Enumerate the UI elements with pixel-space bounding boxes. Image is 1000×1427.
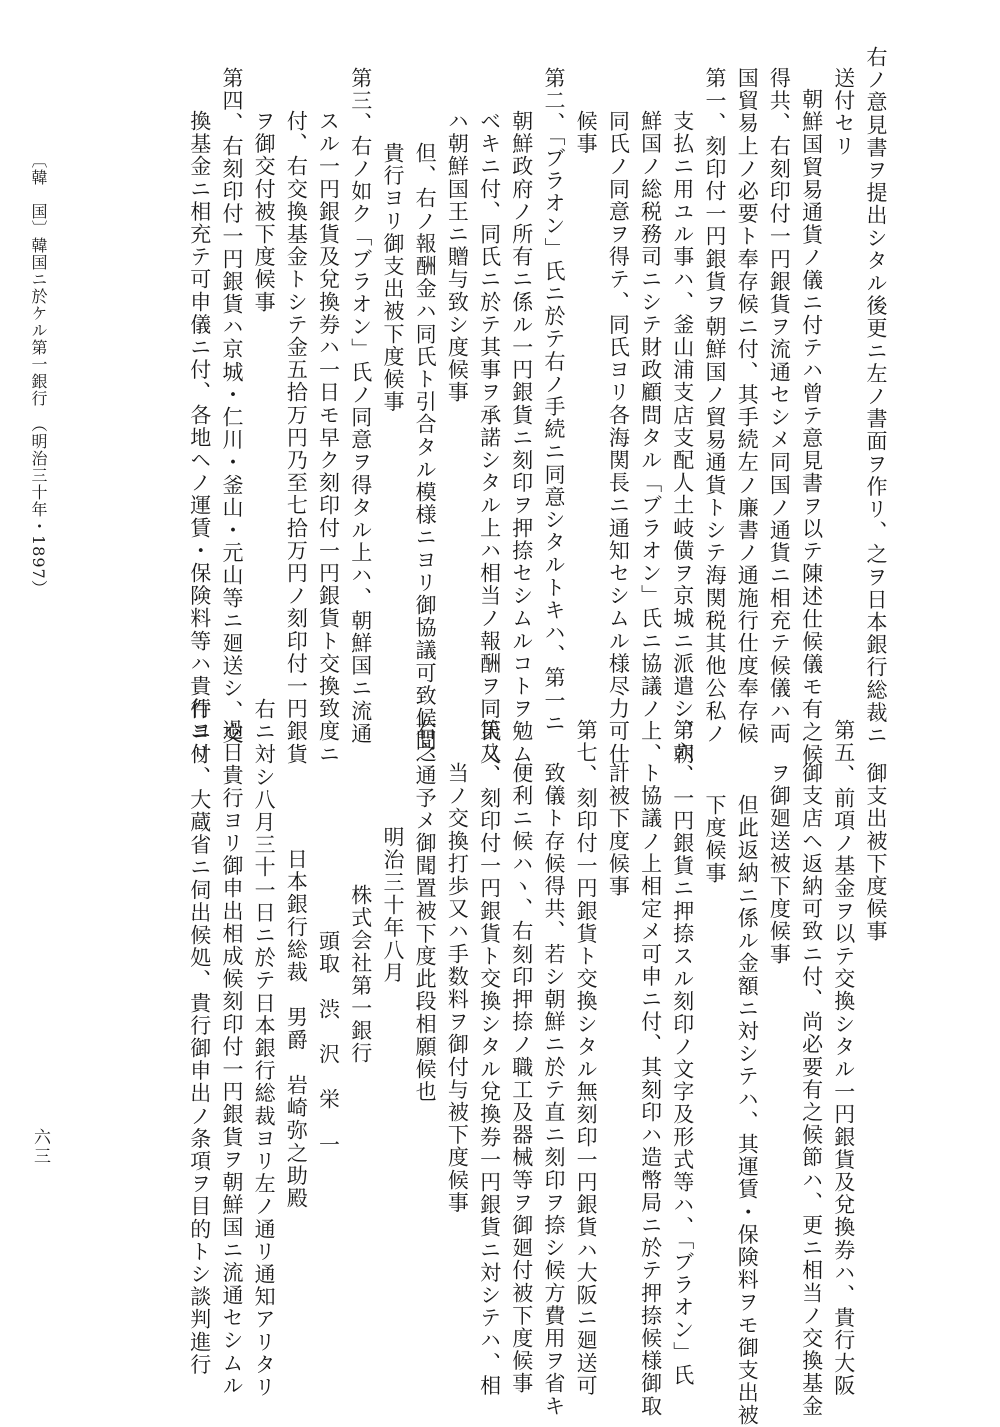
text-line: 第六、一円銀貨ニ押捺スル刻印ノ文字及形式等ハ、「ブラオン」氏 [670, 719, 695, 1387]
page-number: 六三 [30, 1128, 50, 1166]
text-line: 但此返納ニ係ル金額ニ対シテハ、其運賃・保険料ヲモ御支出被 [735, 794, 760, 1427]
text-line: 件ニ付、大蔵省ニ伺出候処、貴行御申出ノ条項ヲ目的トシ談判進行 [187, 698, 212, 1376]
text-line: 但、右ノ報酬金ハ同氏ト引合タル模様ニヨリ御協議可致候間、 [413, 142, 438, 775]
text-line: 換基金ニ相充テ可申儀ニ付、各地ヘノ運賃・保険料等ハ貴行ヨリ [187, 110, 212, 766]
text-line: 右之通予メ御聞置被下度此段相願候也 [413, 719, 438, 1104]
text-line: 下度候事 [702, 794, 727, 885]
text-line: ハ朝鮮国王ニ贈与致シ度候事 [445, 110, 470, 404]
text-line: 送付セリ [831, 67, 856, 158]
text-line: 第三、右ノ如ク「ブラオン」氏ノ同意ヲ得タル上ハ、朝鮮国ニ流通 [348, 67, 373, 745]
date-line: 明治三十年八月 [380, 826, 405, 985]
text-line: 朝鮮政府ノ所有ニ係ル一円銀貨ニ刻印ヲ押捺セシムルコトヲ勉ム [509, 110, 534, 766]
text-line: 右ノ意見書ヲ提出シタル後更ニ左ノ書面ヲ作リ、之ヲ日本銀行総裁ニ [864, 46, 888, 747]
running-head-tag: 〔韓 国〕 [29, 152, 48, 237]
addressee: 日本銀行総裁 男爵 岩崎弥之助殿 [284, 848, 309, 1210]
text-line: ヲ御交付被下度候事 [252, 110, 277, 314]
text-line: ト協議ノ上相定メ可申ニ付、其刻印ハ造幣局ニ於テ押捺候様御取 [638, 762, 663, 1418]
running-head [28, 152, 48, 597]
text-line: 鮮国ノ総税務司ニシテ財政顧問タル「ブラオン」氏ニ協議ノ上、 [638, 110, 663, 766]
text-line: 計被下度候事 [606, 762, 631, 898]
text-line: 付、右交換基金トシテ金五拾万円乃至七拾万円ノ刻印付一円銀貨 [284, 110, 309, 766]
text-line: 貴行ヨリ御支出被下度候事 [380, 142, 405, 414]
text-line: 国貿易上ノ必要ト奉存候ニ付、其手続左ノ廉書ノ通施行仕度奉存候 [735, 67, 760, 745]
signatory: 頭取 渋 沢 栄 一 [316, 930, 341, 1156]
text-line: ベキニ付、同氏ニ於テ其事ヲ承諾シタル上ハ相当ノ報酬ヲ同氏又 [477, 110, 502, 766]
lower-text-block [184, 698, 892, 1427]
text-line: 御支出被下度候事 [864, 762, 888, 943]
running-head-year: （明治三十年・1897） [29, 424, 48, 597]
text-line: 第二、「ブラオン」氏ニ於テ右ノ手続ニ同意シタルトキハ、第一ニ [541, 67, 566, 735]
text-line: ヲ御廻送被下度候事 [767, 762, 792, 966]
company-name: 株式会社第一銀行 [348, 884, 373, 1065]
text-line: 御支店ヘ返納可致ニ付、尚必要有之候節ハ、更ニ相当ノ交換基金 [799, 762, 824, 1418]
text-line: 当ノ交換打歩又ハ手数料ヲ御付与被下度候事 [445, 762, 470, 1214]
text-line: 支払ニ用ユル事ハ、釜山浦支店支配人土岐僙ヲ京城ニ派遣シ、朝 [670, 110, 695, 766]
running-head-title: 韓国ニ於ケル第一銀行 [29, 237, 48, 407]
text-line: 候事 [574, 110, 599, 156]
text-line: 第七、刻印付一円銀貨ト交換シタル無刻印一円銀貨ハ大阪ニ廻送可 [574, 719, 599, 1397]
text-line: スル一円銀貨及兌換券ハ一日モ早ク刻印付一円銀貨ト交換致度ニ [316, 110, 341, 766]
text-line: 右ニ対シ八月三十一日ニ於テ日本銀行総裁ヨリ左ノ通リ通知アリタリ [252, 698, 277, 1399]
upper-text-block [184, 46, 892, 775]
text-line: 第四、右刻印付一円銀貨ハ京城・仁川・釜山・元山等ニ廻送シ、交 [219, 67, 244, 745]
text-line: 第八、刻印付一円銀貨ト交換シタル兌換券一円銀貨ニ対シテハ、相 [477, 719, 502, 1397]
text-line: 第五、前項ノ基金ヲ以テ交換シタル一円銀貨及兌換券ハ、貴行大阪 [831, 719, 856, 1397]
text-line: 第一、刻印付一円銀貨ヲ朝鮮国ノ貿易通貨トシテ海関税其他公私ノ [702, 67, 727, 745]
text-line: 朝鮮国貿易通貨ノ儀ニ付テハ曾テ意見書ヲ以テ陳述仕候儀モ有之候 [799, 88, 824, 766]
text-line: 同氏ノ同意ヲ得テ、同氏ヨリ各海関長ニ通知セシムル様尽力可仕 [606, 110, 631, 766]
text-line: 致儀ト存候得共、若シ朝鮮ニ於テ直ニ刻印ヲ捺シ候方費用ヲ省キ [541, 762, 566, 1418]
text-line: 過日貴行ヨリ御申出相成候刻印付一円銀貨ヲ朝鮮国ニ流通セシムル [219, 719, 244, 1397]
text-line: 得共、右刻印付一円銀貨ヲ流通セシメ同国ノ通貨ニ相充テ候儀ハ両 [767, 67, 792, 745]
text-line: 便利ニ候ハヽ、右刻印押捺ノ職工及器械等ヲ御廻付被下度候事 [509, 762, 534, 1395]
